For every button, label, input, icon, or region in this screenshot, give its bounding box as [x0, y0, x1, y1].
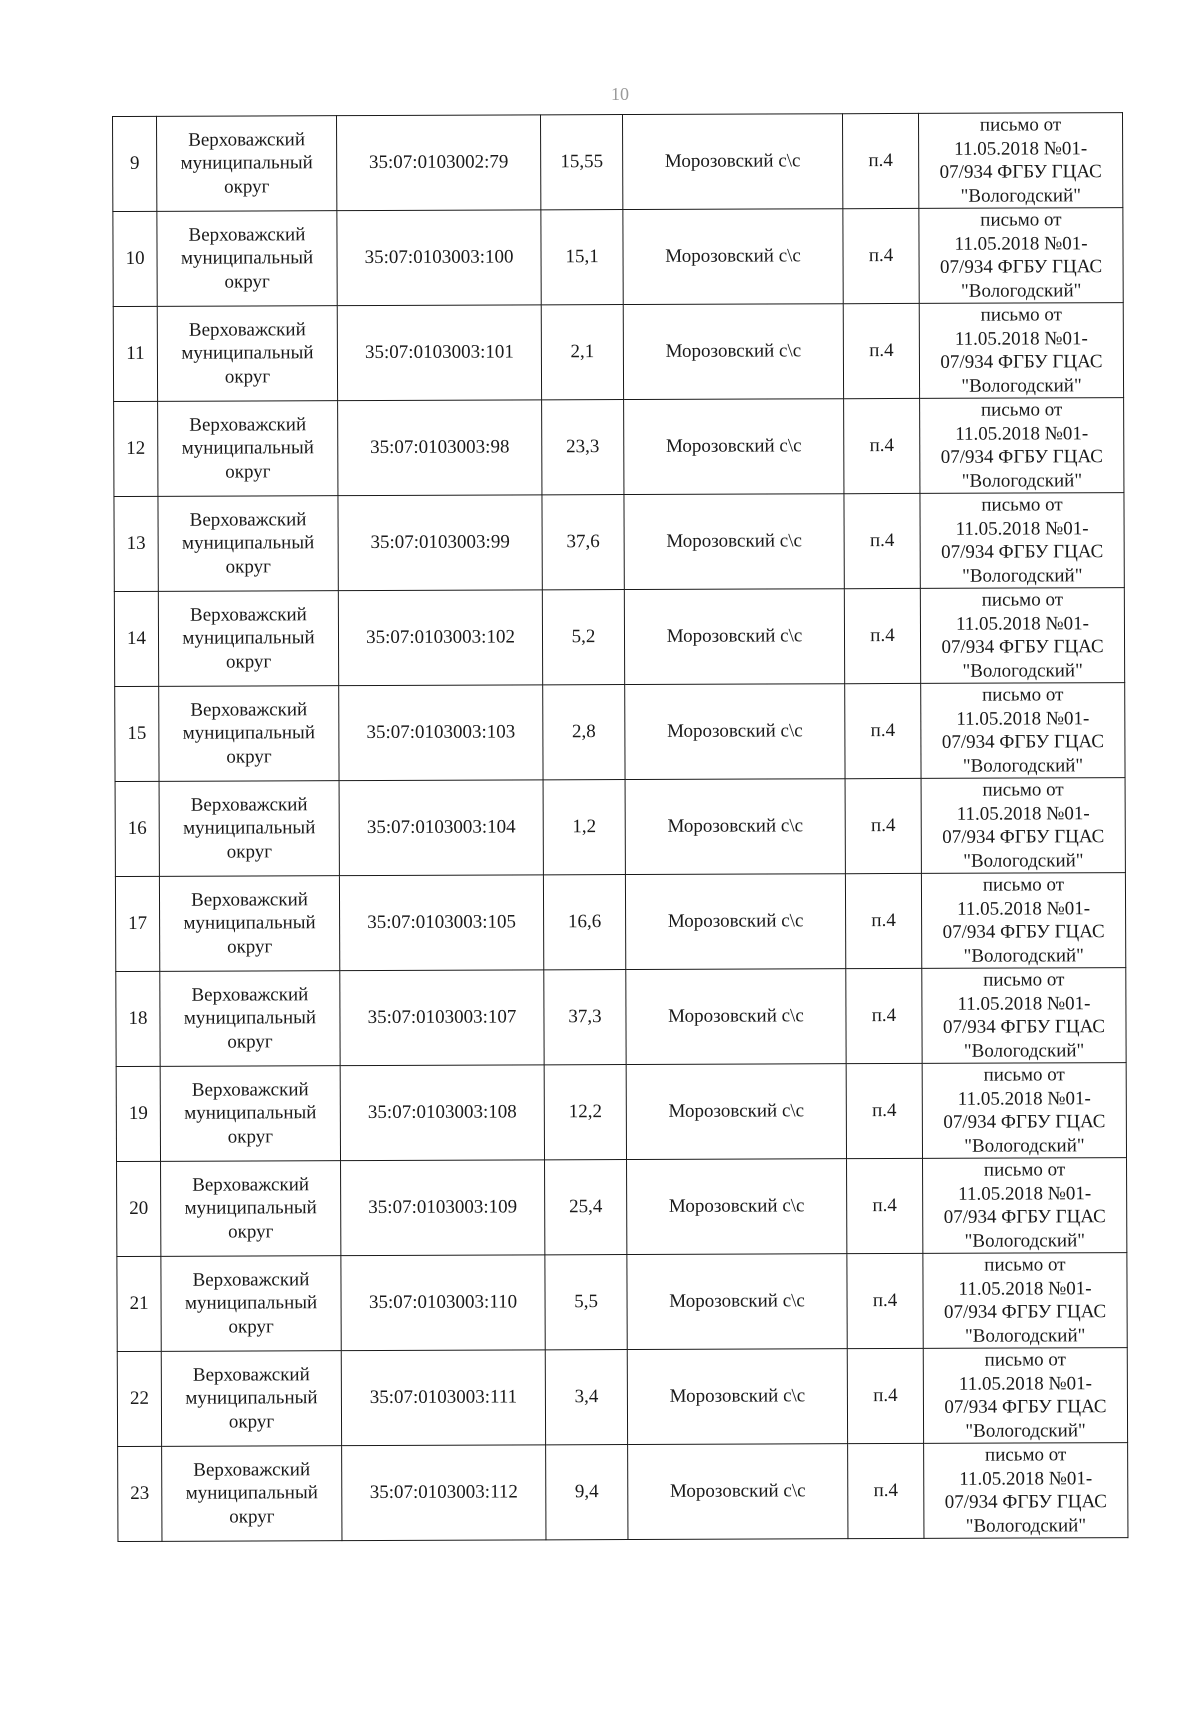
- row-number-cell: [116, 1066, 160, 1161]
- district-cell: [162, 1446, 342, 1542]
- clause-cell: [845, 683, 921, 778]
- row-number-cell: [113, 306, 157, 401]
- cadastral-number: 35:07:0103003:101: [364, 341, 514, 364]
- clause-reference: п.4: [870, 815, 896, 837]
- village-council: Морозовский с\с: [667, 720, 803, 743]
- district-name: Верховажский муниципальный округ: [184, 1174, 317, 1243]
- area-cell: [545, 1160, 627, 1255]
- area-value: 15,1: [565, 246, 599, 268]
- district-name: Верховажский муниципальный округ: [183, 984, 317, 1053]
- document-cell: [919, 303, 1123, 399]
- table-row: [116, 1063, 1126, 1162]
- area-value: 9,4: [574, 1481, 599, 1503]
- clause-cell: [847, 1348, 923, 1443]
- area-value: 5,2: [571, 626, 596, 648]
- village-council: Морозовский с\с: [666, 625, 803, 648]
- village-council: Морозовский с\с: [668, 1005, 804, 1028]
- cadastre-cell: [339, 875, 543, 971]
- table-row: [116, 968, 1126, 1067]
- council-cell: [627, 1159, 847, 1255]
- area-cell: [545, 1350, 627, 1445]
- clause-reference: п.4: [870, 625, 895, 647]
- clause-reference: п.4: [870, 720, 896, 742]
- district-cell: [161, 1351, 341, 1447]
- clause-cell: [844, 588, 920, 683]
- cadastral-number: 35:07:0103003:104: [366, 816, 516, 839]
- cadastral-number: 35:07:0103003:110: [368, 1291, 518, 1314]
- clause-reference: п.4: [873, 1385, 898, 1407]
- table-row: [117, 1158, 1127, 1257]
- row-number-cell: [115, 781, 159, 876]
- basis-document: письмо от 11.05.2018 №01- 07/934 ФГБУ ГЦАС "Вологодский": [944, 1444, 1107, 1537]
- document-cell: [923, 1158, 1127, 1254]
- table-body: [113, 113, 1128, 1542]
- cadastre-cell: [340, 1065, 544, 1161]
- table-row: [118, 1443, 1128, 1542]
- council-cell: [625, 684, 845, 780]
- council-cell: [628, 1444, 848, 1540]
- area-cell: [544, 1065, 626, 1160]
- district-name: Верховажский муниципальный округ: [180, 129, 313, 198]
- document-cell: [918, 113, 1122, 209]
- clause-reference: п.4: [872, 1195, 897, 1217]
- cadastral-number: 35:07:0103003:107: [367, 1006, 517, 1029]
- cadastral-number: 35:07:0103003:98: [370, 436, 510, 459]
- council-cell: [623, 209, 843, 305]
- cadastral-number: 35:07:0103003:99: [370, 531, 510, 554]
- cadastral-number: 35:07:0103003:105: [367, 911, 517, 934]
- row-number: 19: [128, 1103, 148, 1125]
- row-number: 23: [130, 1483, 150, 1505]
- basis-document: письмо от 11.05.2018 №01- 07/934 ФГБУ ГЦАС "Вологодский": [942, 779, 1105, 872]
- area-value: 37,6: [566, 531, 600, 553]
- cadastre-cell: [338, 400, 542, 496]
- clause-reference: п.4: [869, 340, 894, 362]
- cadastre-cell: [337, 305, 541, 401]
- row-number-cell: [113, 211, 157, 306]
- district-name: Верховажский муниципальный округ: [182, 699, 316, 768]
- row-number-cell: [114, 496, 158, 591]
- area-value: 12,2: [568, 1101, 602, 1123]
- clause-cell: [846, 1063, 922, 1158]
- district-cell: [158, 401, 338, 497]
- row-number-cell: [114, 591, 158, 686]
- document-cell: [922, 968, 1126, 1064]
- district-name: Верховажский муниципальный округ: [184, 1269, 318, 1338]
- row-number-cell: [117, 1351, 161, 1446]
- cadastre-cell: [337, 115, 541, 211]
- area-value: 5,5: [574, 1291, 598, 1313]
- cadastre-cell: [341, 1350, 545, 1446]
- document-cell: [924, 1443, 1128, 1539]
- clause-cell: [847, 1158, 923, 1253]
- document-cell: [920, 398, 1124, 494]
- district-name: Верховажский муниципальный округ: [184, 1079, 317, 1148]
- village-council: Морозовский с\с: [667, 815, 804, 838]
- clause-reference: п.4: [871, 910, 896, 932]
- table-row: [114, 398, 1124, 497]
- district-name: Верховажский муниципальный округ: [181, 319, 314, 388]
- clause-cell: [847, 1253, 923, 1348]
- area-cell: [542, 495, 624, 590]
- table-row: [113, 303, 1123, 402]
- clause-cell: [843, 208, 919, 303]
- area-value: 25,4: [569, 1196, 603, 1218]
- district-cell: [157, 211, 337, 307]
- cadastre-cell: [341, 1255, 545, 1351]
- area-cell: [541, 305, 623, 400]
- clause-reference: п.4: [869, 435, 895, 457]
- clause-reference: п.4: [872, 1290, 898, 1312]
- row-number-cell: [118, 1446, 162, 1541]
- row-number: 17: [128, 913, 148, 935]
- village-council: Морозовский с\с: [664, 150, 801, 173]
- village-council: Морозовский с\с: [665, 435, 802, 458]
- council-cell: [626, 1064, 846, 1160]
- area-value: 2,8: [571, 721, 596, 743]
- area-value: 2,1: [570, 341, 595, 363]
- cadastre-cell: [339, 780, 543, 876]
- row-number-cell: [114, 401, 158, 496]
- cadastral-number: 35:07:0103003:109: [368, 1196, 518, 1219]
- area-cell: [540, 115, 622, 210]
- page-number: 10: [611, 84, 629, 104]
- land-plots-table: [112, 112, 1128, 1542]
- village-council: Морозовский с\с: [669, 1290, 805, 1313]
- table-row: [117, 1253, 1127, 1352]
- cadastre-cell: [338, 590, 542, 686]
- table-row: [113, 208, 1123, 307]
- clause-cell: [845, 778, 921, 873]
- district-cell: [161, 1256, 341, 1352]
- row-number-cell: [117, 1256, 161, 1351]
- district-cell: [157, 116, 337, 212]
- area-cell: [543, 685, 625, 780]
- council-cell: [626, 969, 846, 1065]
- row-number: 9: [129, 153, 140, 175]
- council-cell: [623, 304, 843, 400]
- council-cell: [627, 1349, 847, 1445]
- district-name: Верховажский муниципальный округ: [185, 1458, 318, 1528]
- district-cell: [157, 306, 337, 402]
- village-council: Морозовский с\с: [665, 245, 801, 268]
- council-cell: [627, 1254, 847, 1350]
- row-number-cell: [115, 686, 159, 781]
- village-council: Морозовский с\с: [667, 910, 804, 933]
- row-number: 11: [126, 343, 145, 365]
- row-number: 16: [127, 818, 147, 840]
- cadastral-number: 35:07:0103003:108: [367, 1101, 517, 1124]
- basis-document: письмо от 11.05.2018 №01- 07/934 ФГБУ ГЦАС "Вологодский": [943, 1064, 1106, 1157]
- district-name: Верховажский муниципальный округ: [183, 794, 316, 863]
- basis-document: письмо от 11.05.2018 №01- 07/934 ФГБУ ГЦАС "Вологодский": [944, 1349, 1107, 1442]
- area-cell: [546, 1445, 628, 1540]
- clause-reference: п.4: [871, 1005, 897, 1027]
- council-cell: [624, 494, 844, 590]
- table-row: [114, 588, 1124, 687]
- document-cell: [919, 208, 1123, 304]
- basis-document: письмо от 11.05.2018 №01- 07/934 ФГБУ ГЦАС "Вологодский": [941, 589, 1104, 682]
- row-number-cell: [115, 876, 159, 971]
- council-cell: [624, 399, 844, 495]
- row-number: 14: [126, 628, 147, 650]
- district-name: Верховажский муниципальный округ: [181, 509, 315, 578]
- clause-reference: п.4: [869, 530, 895, 552]
- cadastral-number: 35:07:0103003:112: [369, 1481, 518, 1504]
- clause-reference: п.4: [868, 245, 894, 267]
- table-row: [115, 683, 1125, 782]
- area-cell: [543, 780, 625, 875]
- table-row: [117, 1348, 1127, 1447]
- area-value: 37,3: [568, 1006, 602, 1028]
- document-cell: [920, 588, 1124, 684]
- village-council: Морозовский с\с: [666, 530, 802, 553]
- clause-cell: [845, 873, 921, 968]
- row-number: 18: [128, 1008, 148, 1030]
- village-council: Морозовский с\с: [669, 1480, 806, 1503]
- row-number-cell: [116, 971, 160, 1066]
- row-number-cell: [117, 1161, 161, 1256]
- area-value: 1,2: [572, 816, 597, 838]
- cadastre-cell: [338, 495, 542, 591]
- clause-cell: [846, 968, 922, 1063]
- area-cell: [545, 1255, 627, 1350]
- clause-reference: п.4: [873, 1480, 899, 1502]
- village-council: Морозовский с\с: [668, 1195, 805, 1218]
- clause-cell: [843, 303, 919, 398]
- cadastral-number: 35:07:0103003:111: [369, 1386, 518, 1409]
- row-number: 12: [126, 438, 146, 460]
- basis-document: письмо от 11.05.2018 №01- 07/934 ФГБУ ГЦАС "Вологодский": [942, 874, 1105, 967]
- document-cell: [921, 873, 1125, 969]
- table-row: [114, 493, 1124, 592]
- document-cell: [921, 778, 1125, 874]
- row-number: 10: [125, 248, 145, 270]
- document-cell: [922, 1063, 1126, 1159]
- row-number-cell: [113, 116, 157, 211]
- document-cell: [921, 683, 1125, 779]
- area-value: 3,4: [574, 1386, 599, 1408]
- row-number: 20: [129, 1198, 149, 1220]
- row-number: 13: [126, 533, 146, 555]
- district-name: Верховажский муниципальный округ: [185, 1364, 318, 1433]
- row-number: 15: [127, 723, 147, 745]
- cadastre-cell: [341, 1160, 545, 1256]
- row-number: 21: [129, 1293, 149, 1315]
- clause-reference: п.4: [868, 150, 893, 172]
- document-cell: [920, 493, 1124, 589]
- area-cell: [541, 210, 623, 305]
- district-name: Верховажский муниципальный округ: [182, 604, 315, 673]
- area-cell: [542, 590, 624, 685]
- document-cell: [923, 1348, 1127, 1444]
- district-name: Верховажский муниципальный округ: [180, 224, 314, 293]
- basis-document: письмо от 11.05.2018 №01- 07/934 ФГБУ ГЦАС "Вологодский": [939, 209, 1103, 302]
- district-name: Верховажский муниципальный округ: [183, 889, 316, 958]
- basis-document: письмо от 11.05.2018 №01- 07/934 ФГБУ ГЦАС "Вологодский": [941, 494, 1104, 587]
- village-council: Морозовский с\с: [669, 1385, 806, 1408]
- row-number: 22: [129, 1388, 149, 1410]
- basis-document: письмо от 11.05.2018 №01- 07/934 ФГБУ ГЦАС "Вологодский": [941, 684, 1105, 777]
- district-cell: [158, 496, 338, 592]
- district-cell: [160, 1066, 340, 1162]
- district-cell: [158, 591, 338, 687]
- basis-document: письмо от 11.05.2018 №01- 07/934 ФГБУ ГЦАС "Вологодский": [942, 969, 1106, 1062]
- area-value: 16,6: [567, 911, 602, 933]
- basis-document: письмо от 11.05.2018 №01- 07/934 ФГБУ ГЦАС "Вологодский": [940, 399, 1103, 492]
- basis-document: письмо от 11.05.2018 №01- 07/934 ФГБУ ГЦАС "Вологодский": [939, 114, 1102, 207]
- cadastre-cell: [342, 1445, 546, 1541]
- cadastre-cell: [340, 970, 544, 1066]
- basis-document: письмо от 11.05.2018 №01- 07/934 ФГБУ ГЦАС "Вологодский": [940, 304, 1103, 397]
- clause-cell: [842, 113, 918, 208]
- cadastral-number: 35:07:0103003:103: [366, 721, 516, 744]
- clause-cell: [844, 398, 920, 493]
- cadastral-number: 35:07:0103003:100: [364, 246, 514, 269]
- village-council: Морозовский с\с: [665, 340, 802, 363]
- basis-document: письмо от 11.05.2018 №01- 07/934 ФГБУ ГЦАС "Вологодский": [943, 1159, 1106, 1252]
- village-council: Морозовский с\с: [668, 1100, 805, 1123]
- district-cell: [160, 971, 340, 1067]
- cadastre-cell: [339, 685, 543, 781]
- council-cell: [625, 779, 845, 875]
- area-value: 23,3: [566, 436, 600, 458]
- clause-cell: [848, 1443, 924, 1538]
- district-cell: [159, 876, 339, 972]
- cadastral-number: 35:07:0103002:79: [368, 151, 509, 174]
- area-cell: [544, 970, 626, 1065]
- area-cell: [542, 400, 624, 495]
- clause-reference: п.4: [872, 1100, 897, 1122]
- document-cell: [923, 1253, 1127, 1349]
- council-cell: [625, 874, 845, 970]
- cadastre-cell: [337, 210, 541, 306]
- district-cell: [159, 781, 339, 877]
- district-name: Верховажский муниципальный округ: [181, 414, 314, 483]
- area-cell: [543, 875, 625, 970]
- council-cell: [624, 589, 844, 685]
- district-cell: [161, 1161, 341, 1257]
- table-row: [113, 113, 1123, 212]
- area-value: 15,55: [560, 151, 604, 173]
- clause-cell: [844, 493, 920, 588]
- council-cell: [622, 114, 842, 210]
- cadastral-number: 35:07:0103003:102: [366, 626, 515, 649]
- table-row: [115, 873, 1125, 972]
- table-row: [115, 778, 1125, 877]
- district-cell: [159, 686, 339, 782]
- basis-document: письмо от 11.05.2018 №01- 07/934 ФГБУ ГЦАС "Вологодский": [943, 1254, 1107, 1347]
